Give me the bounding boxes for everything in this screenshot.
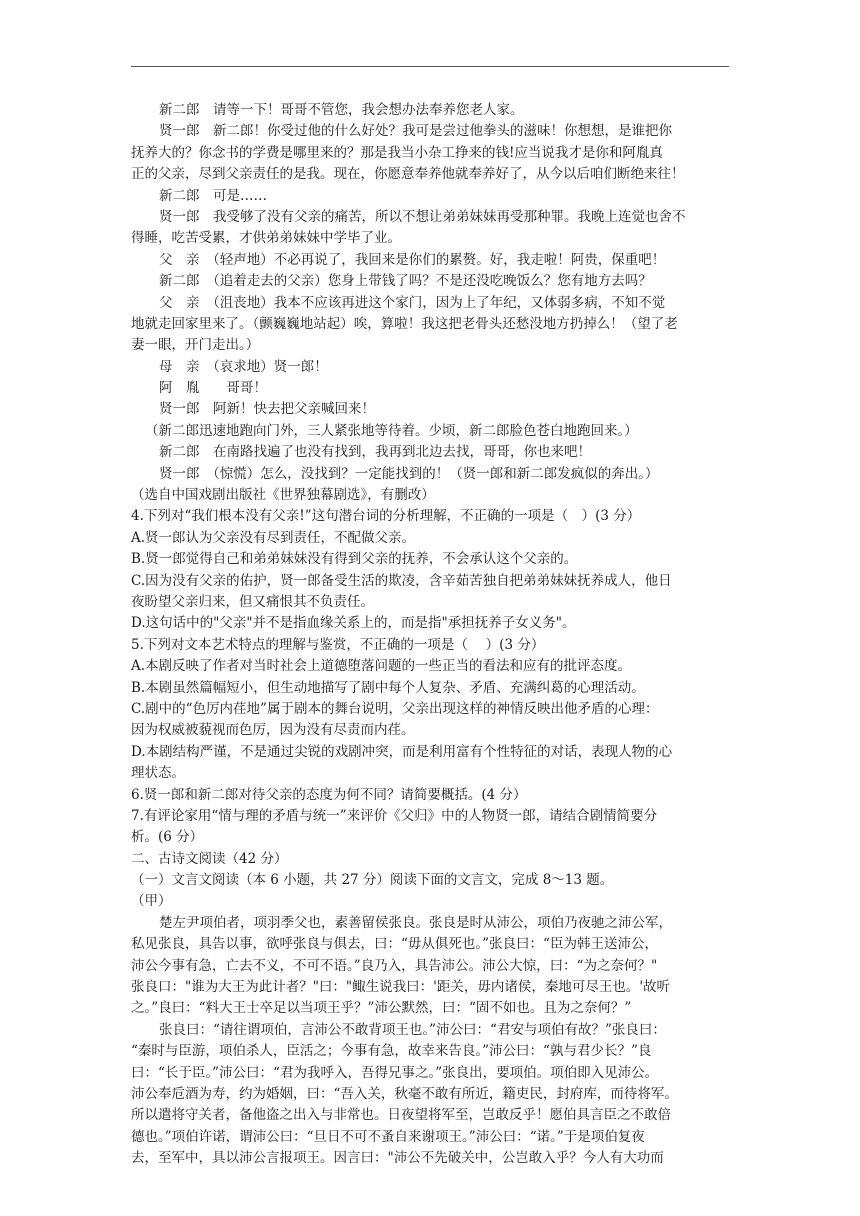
text-line: 私见张良，具告以事，欲呼张良与俱去，曰：“毋从俱死也。”张良曰：“臣为韩王送沛公， (131, 936, 658, 953)
text-line: 沛公奉卮酒为寿，约为婚姻，曰：“吾入关，秋毫不敢有所近，籍吏民，封府库，而待将军。 (131, 1085, 678, 1102)
text-line: D.这句话中的"父亲"并不是指血缘关系上的，而是指"承担抚养子女义务"。 (131, 615, 576, 632)
text-line: 抚养大的？你念书的学费是哪里来的？那是我当小杂工挣来的钱!应当说我才是你和阿胤真 (131, 144, 663, 161)
text-line: 母 亲 （哀求地）贤一郎！ (159, 358, 328, 375)
text-line: 父 亲 （轻声地）不必再说了，我回来是你们的累赘。好，我走啦！阿贵，保重吧！ (159, 251, 666, 268)
text-line: （一）文言文阅读（本 6 小题，共 27 分）阅读下面的文言文，完成 8～13 题。 (131, 872, 614, 889)
text-line: 因为权威被藐视而色厉，因为没有尽责而内荏。 (131, 722, 415, 739)
text-line: 地就走回家里来了。（颤巍巍地站起）唉，算啦！我这把老骨头还愁没地方扔掉么！（望了老 (131, 315, 678, 332)
text-line: 理状态。 (131, 765, 185, 782)
text-line: 德也。”项伯许诺，谓沛公曰：“旦日不可不蚤自来谢项王。”沛公曰：“诺。”于是项伯复夜 (131, 1128, 645, 1145)
text-line: 7.有评论家用“情与理的矛盾与统一”来评价《父归》中的人物贤一郎，请结合剧情简要分 (131, 807, 658, 824)
text-line: 贤一郎 我受够了没有父亲的痛苦，所以不想让弟弟妹妹再受那种罪。我晚上连觉也舍不 (159, 208, 686, 225)
text-line: 贤一郎 新二郎！你受过他的什么好处？我可是尝过他拳头的滋味！你想想，是谁把你 (159, 123, 672, 140)
text-line: （新二郎迅速地跑向门外，三人紧张地等待着。少顷，新二郎脸色苍白地跑回来。） (145, 422, 638, 439)
text-line: 去，至军中，具以沛公言报项王。因言曰："沛公不先破关中，公岂敢入乎？今人有大功而 (131, 1150, 664, 1167)
text-line: （甲） (131, 893, 172, 910)
text-line: 得睡，吃苦受累，才供弟弟妹妹中学毕了业。 (131, 230, 401, 247)
text-line: 析。(6 分） (131, 829, 204, 846)
text-line: 6.贤一郎和新二郎对待父亲的态度为何不同？请简要概括。(4 分） (131, 786, 527, 803)
text-line: 5.下列对文本艺术特点的理解与鉴赏，不正确的一项是（ ）(3 分） (131, 636, 545, 653)
text-line: 夜盼望父亲归来，但又痛恨其不负责任。 (131, 593, 374, 610)
text-line: C.因为没有父亲的佑护，贤一郎备受生活的欺凌，含辛茹苦独自把弟弟妹妹抚养成人，他日 (131, 572, 672, 589)
text-line: A.本剧反映了作者对当时社会上道德堕落问题的一些正当的看法和应有的批评态度。 (131, 658, 632, 675)
text-line: B.贤一郎觉得自己和弟弟妹妹没有得到父亲的抚养，不会承认这个父亲的。 (131, 551, 578, 568)
text-line: D.本剧结构严谨，不是通过尖锐的戏剧冲突，而是利用富有个性特征的对话，表现人物的心 (131, 743, 673, 760)
text-line: 所以遣将守关者，备他盗之出入与非常也。日夜望将军至，岂敢反乎！愿伯具言臣之不敢倍 (131, 1107, 671, 1124)
text-line: 之。”良曰：“料大王士卒足以当项王乎？”沛公默然，曰：“固不如也。且为之奈何？” (131, 1000, 632, 1017)
text-line: “秦时与臣游，项伯杀人，臣活之；今事有急，故幸来告良。”沛公曰：“孰与君少长？”良 (131, 1043, 652, 1060)
text-line: C.剧中的“色厉内荏地”属于剧本的舞台说明，父亲出现这样的神情反映出他矛盾的心理： (131, 700, 659, 717)
text-line: 曰：“长于臣。”沛公曰：“君为我呼入，吾得兄事之。”张良出，要项伯。项伯即入见沛公。 (131, 1064, 659, 1081)
text-line: 父 亲 （沮丧地）我本不应该再进这个家门，因为上了年纪，又体弱多病，不知不觉 (159, 294, 666, 311)
header-rule (131, 66, 729, 67)
text-line: 二、古诗文阅读（42 分） (131, 850, 288, 867)
text-line: 张良曰：“请往谓项伯，言沛公不敢背项王也。”沛公曰：“君安与项伯有故？”张良曰： (159, 1021, 666, 1038)
text-line: 新二郎 （追着走去的父亲）您身上带钱了吗？不是还没吃晚饭么？您有地方去吗？ (159, 273, 652, 290)
text-line: A.贤一郎认为父亲没有尽到责任，不配做父亲。 (131, 529, 416, 546)
document-body (131, 100, 731, 1170)
text-line: 新二郎 在南路找遍了也没有找到，我再到北边去找，哥哥，你也来吧！ (159, 444, 591, 461)
text-line: 妻一眼，开门走出。） (131, 337, 260, 354)
text-line: 新二郎 可是…… (159, 187, 267, 204)
text-line: 正的父亲，尽到父亲责任的是我。现在，你愿意奉养他就奉养好了，从今以后咱们断绝来往！ (131, 166, 685, 183)
text-line: 贤一郎 阿新！快去把父亲喊回来！ (159, 401, 375, 418)
text-line: 张良口："谁为大王为此计者？"曰："鲰生说我曰：'距关，毋内诸侯，秦地可尽王也。'故听 (131, 979, 671, 996)
text-line: 沛公今事有急，亡去不义，不可不语。”良乃入，具告沛公。沛公大惊，曰：“为之奈何？" (131, 957, 658, 974)
text-line: 4.下列对“我们根本没有父亲!”这句潜台词的分析理解，不正确的一项是（ ）(3 分） (131, 508, 641, 525)
text-line: B.本剧虽然篇幅短小，但生动地描写了剧中每个人复杂、矛盾、充满纠葛的心理活动。 (131, 679, 645, 696)
text-line: （选自中国戏剧出版社《世界独幕剧选》，有删改） (131, 487, 435, 504)
text-line: 阿 胤 哥哥！ (159, 380, 267, 397)
text-line: 贤一郎 （惊慌）怎么，没找到？一定能找到的！（贤一郎和新二郎发疯似的奔出。） (159, 465, 659, 482)
text-line: 楚左尹项伯者，项羽季父也，素善留侯张良。张良是时从沛公，项伯乃夜驰之沛公军， (159, 914, 672, 931)
text-line: 新二郎 请等一下！哥哥不管您，我会想办法奉养您老人家。 (159, 102, 524, 118)
